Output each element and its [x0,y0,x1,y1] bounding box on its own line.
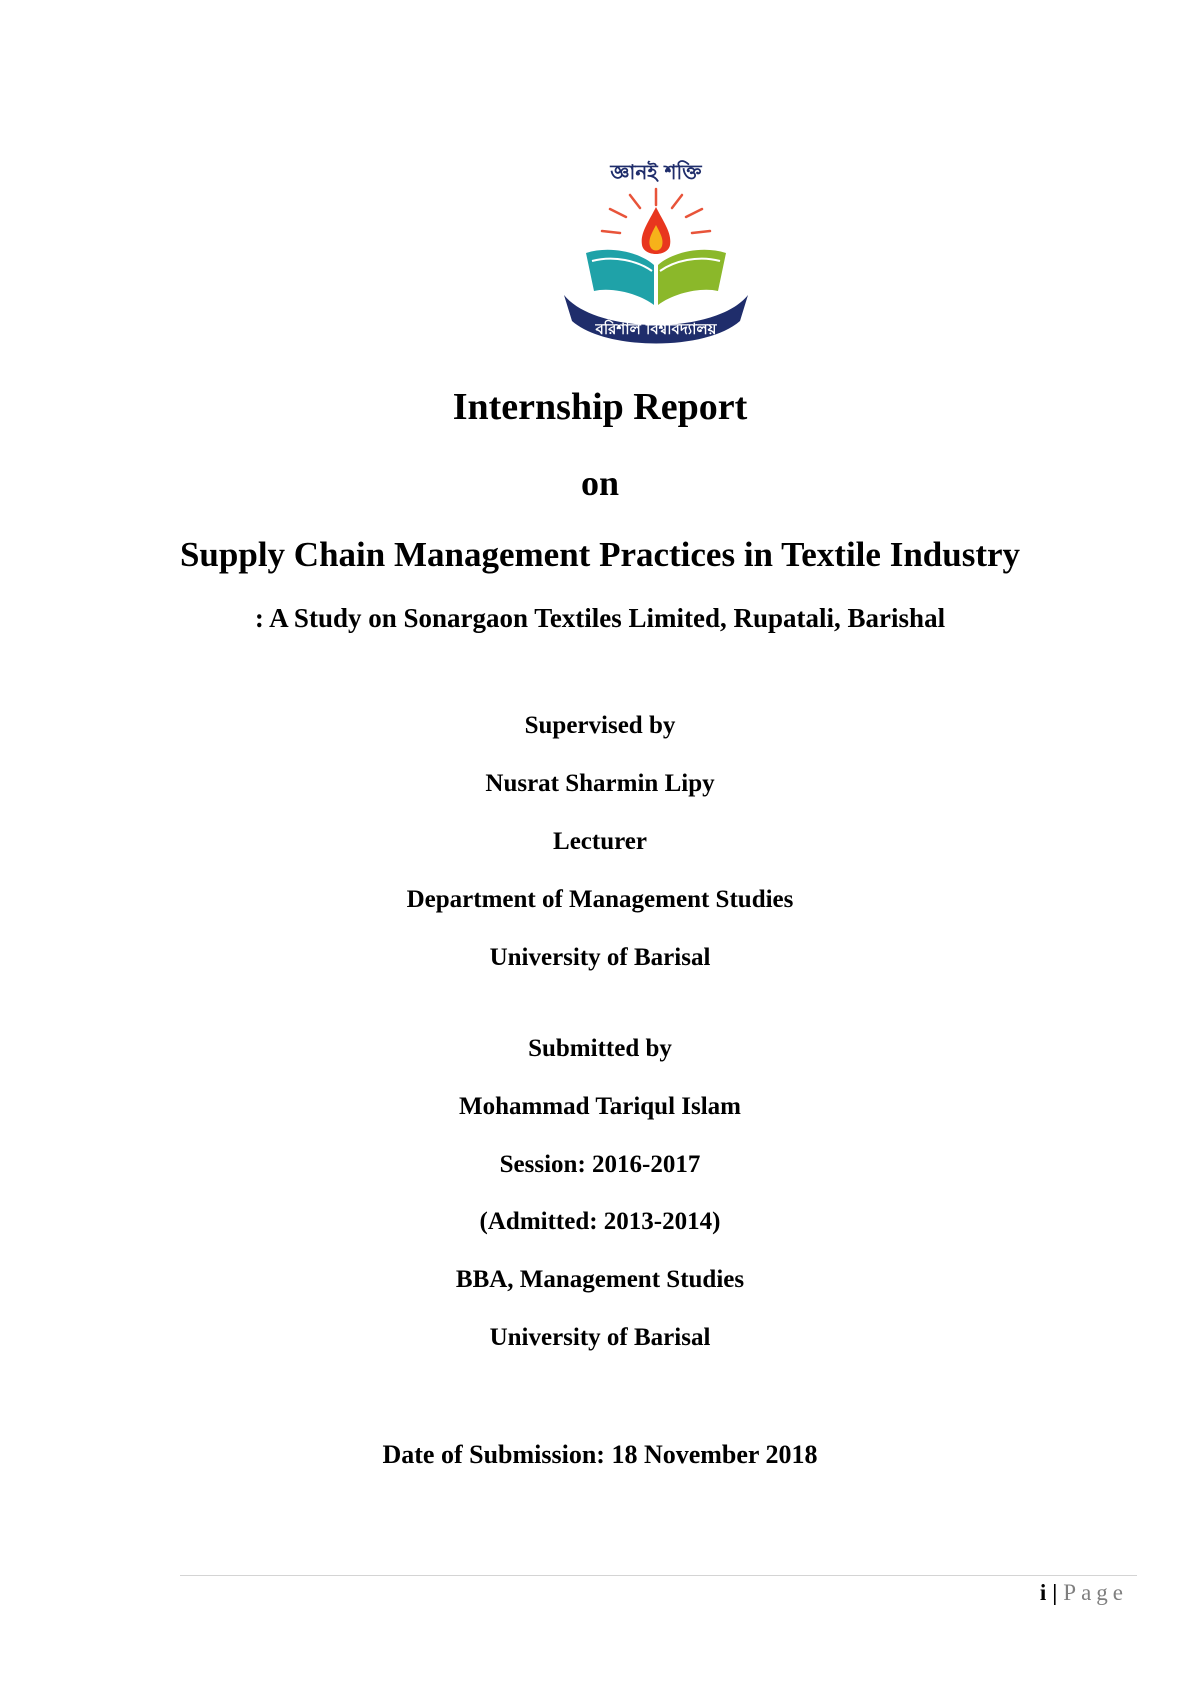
page-number-footer [1040,1580,1128,1606]
footer-divider [180,1575,1137,1576]
submitter-university: University of Barisal [489,1324,711,1351]
supervisor-name: Nusrat Sharmin Lipy [485,770,715,797]
submitter-program: BBA, Management Studies [455,1266,745,1293]
university-logo [556,145,756,355]
page-number: i [1039,1580,1047,1605]
submitter-session: Session: 2016-2017 [499,1151,701,1178]
svg-text:বরিশাল বিশ্ববিদ্যালয়: বরিশাল বিশ্ববিদ্যালয় [595,320,717,338]
supervisor-university: University of Barisal [489,944,711,971]
report-connector: on [580,463,620,503]
supervised-heading: Supervised by [524,712,676,739]
submission-date: Date of Submission: 18 November 2018 [382,1440,818,1469]
report-title: Internship Report [452,386,748,428]
report-topic: Supply Chain Management Practices in Textile Industry [179,535,1021,574]
logo-book-right [658,250,726,305]
submitter-admitted: (Admitted: 2013-2014) [479,1208,721,1235]
logo-book-left [586,250,654,305]
page-separator: | [1052,1580,1058,1605]
supervisor-department: Department of Management Studies [406,886,794,913]
svg-text:জ্ঞানই শক্তি: জ্ঞানই শক্তি [610,160,702,184]
submitted-heading: Submitted by [528,1035,672,1062]
supervisor-designation: Lecturer [553,828,647,855]
report-subtitle: : A Study on Sonargaon Textiles Limited, Rupatali, Barishal [254,603,946,633]
page-word: Page [1063,1580,1128,1605]
submitter-name: Mohammad Tariqul Islam [458,1093,741,1120]
